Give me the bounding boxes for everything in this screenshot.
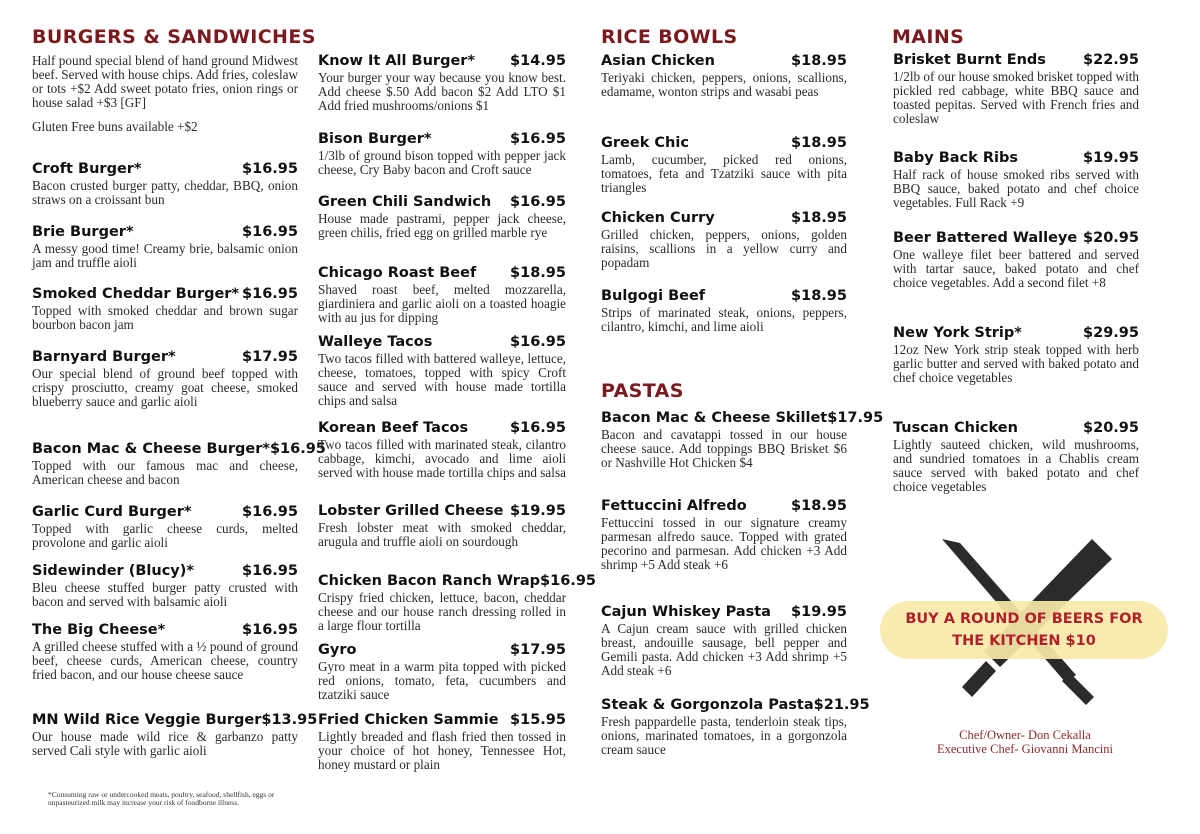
menu-item xyxy=(893,325,1139,385)
item-name: Bulgogi Beef xyxy=(601,288,706,304)
cleaver-handle xyxy=(962,661,996,697)
menu-item xyxy=(32,224,298,270)
item-description: Strips of marinated steak, onions, peppers, cilantro, kimchi, and lime aioli xyxy=(601,305,847,334)
item-price: $18.95 xyxy=(791,53,847,69)
item-description: 1/3lb of ground bison topped with pepper jack cheese, Cry Baby bacon and Croft sauce xyxy=(318,148,566,177)
menu-item xyxy=(32,286,298,332)
menu-item xyxy=(318,334,566,408)
item-price: $16.95 xyxy=(242,161,298,177)
menu-item xyxy=(318,420,566,480)
item-name: Baby Back Ribs xyxy=(893,150,1018,166)
item-name: Fried Chicken Sammie xyxy=(318,712,499,728)
menu-item xyxy=(318,573,597,633)
menu-item xyxy=(601,410,884,470)
item-price: $16.95 xyxy=(242,622,298,638)
menu-item xyxy=(318,265,566,325)
item-description: Lamb, cucumber, picked red onions, tomatoes, feta and Tzatziki sauce with pita triangles xyxy=(601,152,847,195)
item-price: $18.95 xyxy=(791,210,847,226)
item-name: Croft Burger* xyxy=(32,161,142,177)
item-description: Fresh pappardelle pasta, tenderloin steak tips, onions, marinated tomatoes, in a gorgonzola cream sauce xyxy=(601,714,847,757)
menu-item xyxy=(318,53,566,113)
item-name: Barnyard Burger* xyxy=(32,349,176,365)
food-safety-disclaimer: *Consuming raw or undercooked meats, poultry, seafood, shellfish, eggs or unpasteurized milk may increase your risk of foodborne illness. xyxy=(48,790,275,807)
item-name: Korean Beef Tacos xyxy=(318,420,469,436)
menu-item xyxy=(601,288,847,334)
menu-item xyxy=(32,441,326,487)
menu-item xyxy=(601,697,870,757)
menu-item xyxy=(601,498,847,572)
menu-item xyxy=(32,161,298,207)
menu-item xyxy=(893,230,1139,290)
item-description: Teriyaki chicken, peppers, onions, scallions, edamame, wonton strips and wasabi peas xyxy=(601,70,847,99)
item-name: Bacon Mac & Cheese Skillet xyxy=(601,410,828,426)
item-name: Chicken Curry xyxy=(601,210,715,226)
item-price: $16.95 xyxy=(242,504,298,520)
item-description: Bacon and cavatappi tossed in our house cheese sauce. Add toppings BBQ Brisket $6 or Nashville Hot Chicken $4 xyxy=(601,427,847,470)
item-description: Crispy fried chicken, lettuce, bacon, cheddar cheese and our house ranch dressing rolled in a large flour tortilla xyxy=(318,590,566,633)
knife-handle xyxy=(1062,673,1094,705)
item-name: Gyro xyxy=(318,642,357,658)
item-name: Chicken Bacon Ranch Wrap xyxy=(318,573,541,589)
item-description: 1/2lb of our house smoked brisket topped with pickled red cabbage, white BBQ sauce and toasted pepitas. Served with French fries and coleslaw xyxy=(893,69,1139,126)
item-price: $18.95 xyxy=(791,288,847,304)
item-name: Walleye Tacos xyxy=(318,334,433,350)
item-price: $16.95 xyxy=(540,573,597,589)
item-name: Know It All Burger* xyxy=(318,53,476,69)
item-description: Fresh lobster meat with smoked cheddar, arugula and truffle aioli on sourdough xyxy=(318,520,566,549)
item-name: New York Strip* xyxy=(893,325,1022,341)
menu-item xyxy=(893,52,1139,126)
item-price: $16.95 xyxy=(510,334,566,350)
item-description: Our special blend of ground beef topped with crispy prosciutto, creamy goat cheese, smoked blueberry sauce and garlic aioli xyxy=(32,366,298,409)
promo-line-1: BUY A ROUND OF BEERS FOR xyxy=(905,611,1143,627)
promo-text xyxy=(890,608,1158,652)
menu-item xyxy=(601,210,847,270)
item-price: $20.95 xyxy=(1083,230,1139,246)
item-price: $17.95 xyxy=(827,410,884,426)
menu-item xyxy=(318,642,566,702)
item-name: Asian Chicken xyxy=(601,53,715,69)
item-price: $18.95 xyxy=(510,265,566,281)
item-description: Gyro meat in a warm pita topped with picked red onions, tomato, feta, cucumbers and tzatziki sauce xyxy=(318,659,566,702)
item-price: $16.95 xyxy=(242,563,298,579)
item-description: Topped with smoked cheddar and brown sugar bourbon bacon jam xyxy=(32,303,298,332)
gluten-free-note: Gluten Free buns available +$2 xyxy=(32,119,198,134)
item-name: Brisket Burnt Ends xyxy=(893,52,1046,68)
item-name: MN Wild Rice Veggie Burger xyxy=(32,712,262,728)
item-price: $19.95 xyxy=(510,503,566,519)
item-price: $18.95 xyxy=(791,498,847,514)
item-name: Garlic Curd Burger* xyxy=(32,504,192,520)
item-name: Smoked Cheddar Burger* xyxy=(32,286,240,302)
item-description: A messy good time! Creamy brie, balsamic onion jam and truffle aioli xyxy=(32,241,298,270)
item-description: Shaved roast beef, melted mozzarella, giardiniera and garlic aioli on a toasted hoagie with au jus for dipping xyxy=(318,282,566,325)
menu-item xyxy=(893,420,1139,494)
item-price: $16.95 xyxy=(510,194,566,210)
item-description: Fettuccini tossed in our signature creamy parmesan alfredo sauce. Topped with grated pecorino and parmesan. Add chicken +3 Add shrimp +5 Add steak +6 xyxy=(601,515,847,572)
item-name: Bison Burger* xyxy=(318,131,432,147)
menu-item xyxy=(32,504,298,550)
item-name: Sidewinder (Blucy)* xyxy=(32,563,194,579)
chef-credits xyxy=(905,728,1145,756)
menu-item xyxy=(32,622,298,682)
item-description: Lightly breaded and flash fried then tossed in your choice of hot honey, Tennessee Hot, honey mustard or plain xyxy=(318,729,566,772)
item-price: $19.95 xyxy=(791,604,847,620)
menu-item xyxy=(318,503,566,549)
item-description: Lightly sauteed chicken, wild mushrooms, and sundried tomatoes in a Chablis cream sauce served with baked potato and chef choice vegetables xyxy=(893,437,1139,494)
item-name: Green Chili Sandwich xyxy=(318,194,492,210)
item-description: Grilled chicken, peppers, onions, golden raisins, scallions in a yellow curry and popadam xyxy=(601,227,847,270)
item-name: Cajun Whiskey Pasta xyxy=(601,604,771,620)
menu-item xyxy=(893,150,1139,210)
promo-line-2: THE KITCHEN $10 xyxy=(952,633,1096,649)
item-price: $16.95 xyxy=(510,131,566,147)
item-price: $17.95 xyxy=(242,349,298,365)
menu-item xyxy=(32,712,318,758)
item-price: $21.95 xyxy=(813,697,870,713)
section-title-mains: MAINS xyxy=(892,26,965,48)
item-description: House made pastrami, pepper jack cheese, green chilis, fried egg on grilled marble rye xyxy=(318,211,566,240)
item-description: Bleu cheese stuffed burger patty crusted with bacon and served with balsamic aioli xyxy=(32,580,298,609)
menu-item xyxy=(601,53,847,99)
item-description: A grilled cheese stuffed with a ½ pound of ground beef, cheese curds, American cheese, country fried bacon, and our house cheese sauce xyxy=(32,639,298,682)
item-description: Our house made wild rice & garbanzo patty served Cali style with garlic aioli xyxy=(32,729,298,758)
item-price: $16.95 xyxy=(242,224,298,240)
item-description: Topped with our famous mac and cheese, American cheese and bacon xyxy=(32,458,298,487)
menu-item xyxy=(32,349,298,409)
item-name: Tuscan Chicken xyxy=(893,420,1018,436)
item-name: The Big Cheese* xyxy=(32,622,166,638)
menu-item xyxy=(318,712,566,772)
item-description: Half rack of house smoked ribs served with BBQ sauce, baked potato and chef choice vegetables. Full Rack +9 xyxy=(893,167,1139,210)
item-price: $15.95 xyxy=(510,712,566,728)
section-title-burgers: BURGERS & SANDWICHES xyxy=(32,26,316,48)
menu-item xyxy=(601,604,847,678)
item-name: Chicago Roast Beef xyxy=(318,265,477,281)
menu-item xyxy=(32,563,298,609)
item-name: Greek Chic xyxy=(601,135,689,151)
item-description: Two tacos filled with marinated steak, cilantro cabbage, kimchi, avocado and lime aioli served with house made tortilla chips and salsa xyxy=(318,437,566,480)
item-price: $29.95 xyxy=(1083,325,1139,341)
item-name: Bacon Mac & Cheese Burger* xyxy=(32,441,270,457)
menu-item xyxy=(601,135,847,195)
item-name: Lobster Grilled Cheese xyxy=(318,503,504,519)
item-name: Beer Battered Walleye xyxy=(893,230,1078,246)
item-name: Brie Burger* xyxy=(32,224,134,240)
item-price: $17.95 xyxy=(510,642,566,658)
item-price: $18.95 xyxy=(791,135,847,151)
menu-item xyxy=(318,194,566,240)
item-price: $16.95 xyxy=(242,286,298,302)
item-description: 12oz New York strip steak topped with herb garlic butter and served with baked potato and chef choice vegetables xyxy=(893,342,1139,385)
item-price: $20.95 xyxy=(1083,420,1139,436)
item-price: $19.95 xyxy=(1083,150,1139,166)
item-price: $13.95 xyxy=(261,712,318,728)
item-description: Your burger your way because you know best. Add cheese $.50 Add bacon $2 Add LTO $1 Add fried mushrooms/onions $1 xyxy=(318,70,566,113)
executive-chef: Executive Chef- Giovanni Mancini xyxy=(937,742,1113,756)
item-name: Fettuccini Alfredo xyxy=(601,498,747,514)
item-name: Steak & Gorgonzola Pasta xyxy=(601,697,814,713)
item-price: $22.95 xyxy=(1083,52,1139,68)
item-price: $14.95 xyxy=(510,53,566,69)
item-description: Bacon crusted burger patty, cheddar, BBQ, onion straws on a croissant bun xyxy=(32,178,298,207)
item-price: $16.95 xyxy=(510,420,566,436)
section-title-rice-bowls: RICE BOWLS xyxy=(601,26,738,48)
chef-owner: Chef/Owner- Don Cekalla xyxy=(959,728,1091,742)
item-description: Two tacos filled with battered walleye, lettuce, cheese, tomatoes, topped with spicy Croft sauce and served with house made tortilla chips and salsa xyxy=(318,351,566,408)
item-description: One walleye filet beer battered and served with tartar sauce, baked potato and chef choice vegetables. Add a second filet +8 xyxy=(893,247,1139,290)
burgers-intro: Half pound special blend of hand ground Midwest beef. Served with house chips. Add fries, coleslaw or tots +$2 Add sweet potato fries, onion rings or house salad +$3 [GF] xyxy=(32,53,298,110)
item-description: Topped with garlic cheese curds, melted provolone and garlic aioli xyxy=(32,521,298,550)
menu-item xyxy=(318,131,566,177)
item-description: A Cajun cream sauce with grilled chicken breast, andouille sausage, bell pepper and Gemili pasta. Add chicken +3 Add shrimp +5 Add steak +6 xyxy=(601,621,847,678)
section-title-pastas: PASTAS xyxy=(601,380,684,402)
item-price: $16.95 xyxy=(269,441,326,457)
